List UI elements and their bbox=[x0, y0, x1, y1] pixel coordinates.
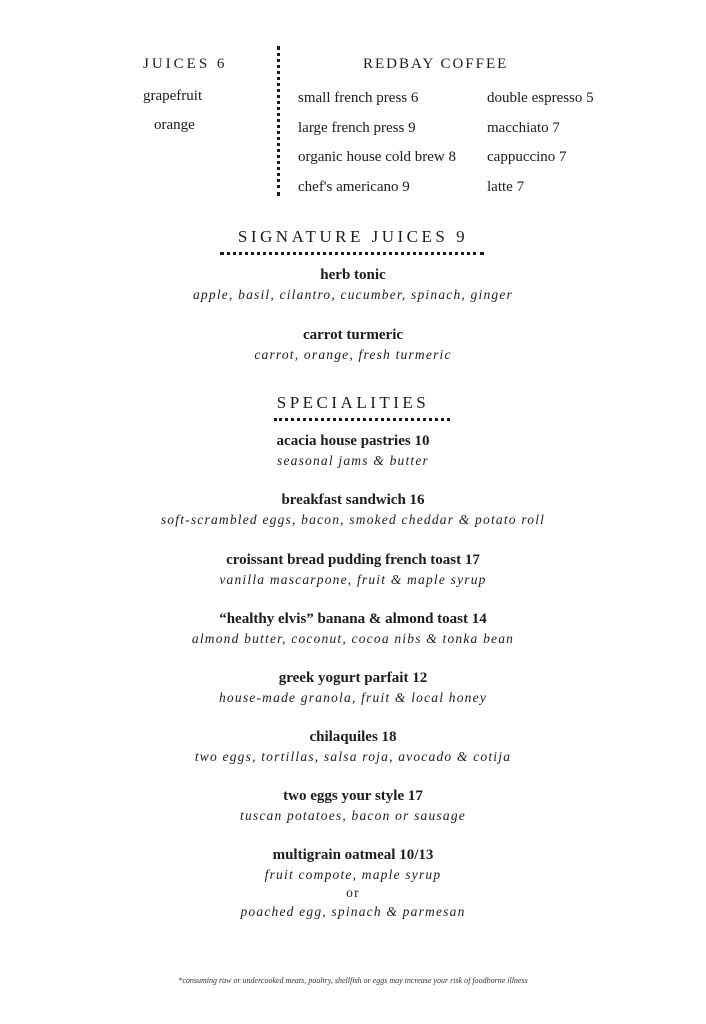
coffee-item: cappuccino 7 bbox=[487, 149, 567, 165]
item-name: greek yogurt parfait 12 bbox=[278, 670, 428, 686]
menu-item bbox=[0, 845, 706, 921]
item-description: fruit compote, maple syrup bbox=[264, 867, 442, 882]
item-description: house-made granola, fruit & local honey bbox=[218, 690, 488, 705]
coffee-item: organic house cold brew 8 bbox=[298, 149, 457, 165]
menu-item bbox=[0, 550, 706, 589]
juice-item: grapefruit bbox=[143, 88, 203, 104]
juices-title: JUICES 6 bbox=[143, 56, 228, 72]
juice-item: orange bbox=[154, 117, 195, 133]
menu-item bbox=[0, 609, 706, 648]
menu-item bbox=[0, 727, 706, 766]
juices-block bbox=[143, 56, 263, 140]
item-name: acacia house pastries 10 bbox=[276, 433, 430, 449]
coffee-item: latte 7 bbox=[487, 178, 525, 195]
item-description: seasonal jams & butter bbox=[276, 453, 430, 468]
dotted-rule bbox=[220, 252, 484, 255]
item-name: croissant bread pudding french toast 17 bbox=[226, 552, 480, 568]
coffee-item: large french press 9 bbox=[298, 119, 416, 136]
item-description: almond butter, coconut, cocoa nibs & tonka bean bbox=[191, 631, 515, 646]
item-name: carrot turmeric bbox=[302, 327, 404, 343]
menu-item bbox=[0, 490, 706, 529]
menu-item bbox=[0, 431, 706, 470]
dotted-rule bbox=[274, 418, 450, 421]
menu-item bbox=[0, 668, 706, 707]
coffee-item: macchiato 7 bbox=[487, 119, 560, 136]
coffee-column-left bbox=[298, 84, 493, 202]
coffee-title: REDBAY COFFEE bbox=[363, 56, 509, 72]
item-description: poached egg, spinach & parmesan bbox=[240, 904, 466, 919]
coffee-item: double espresso 5 bbox=[487, 90, 594, 106]
item-description: two eggs, tortillas, salsa roja, avocado & cotija bbox=[194, 749, 512, 764]
item-name: breakfast sandwich 16 bbox=[281, 492, 425, 508]
item-name: chilaquiles 18 bbox=[309, 729, 397, 745]
menu-item bbox=[0, 786, 706, 825]
footnote: *consuming raw or undercooked meats, poultry, shellfish or eggs may increase your risk of foodborne illness bbox=[178, 976, 528, 985]
menu-item bbox=[0, 265, 706, 304]
item-or: or bbox=[346, 885, 360, 900]
coffee-item: chef's americano 9 bbox=[298, 178, 410, 195]
coffee-item: small french press 6 bbox=[298, 90, 419, 106]
menu-item bbox=[0, 325, 706, 364]
coffee-column-right bbox=[487, 84, 627, 202]
specialities-title: SPECIALITIES bbox=[276, 393, 430, 412]
item-name: two eggs your style 17 bbox=[283, 788, 423, 804]
item-description: soft-scrambled eggs, bacon, smoked cheddar & potato roll bbox=[160, 512, 546, 527]
item-description: apple, basil, cilantro, cucumber, spinach, ginger bbox=[192, 287, 514, 302]
item-description: vanilla mascarpone, fruit & maple syrup bbox=[219, 572, 487, 587]
vertical-dotted-divider bbox=[277, 46, 280, 196]
item-description: tuscan potatoes, bacon or sausage bbox=[240, 808, 466, 823]
item-name: herb tonic bbox=[320, 267, 386, 283]
drinks-section bbox=[0, 0, 706, 210]
item-name: “healthy elvis” banana & almond toast 14 bbox=[219, 611, 487, 627]
signature-juices-title: SIGNATURE JUICES 9 bbox=[237, 227, 469, 246]
item-name: multigrain oatmeal 10/13 bbox=[272, 847, 434, 863]
item-description: carrot, orange, fresh turmeric bbox=[254, 347, 452, 362]
